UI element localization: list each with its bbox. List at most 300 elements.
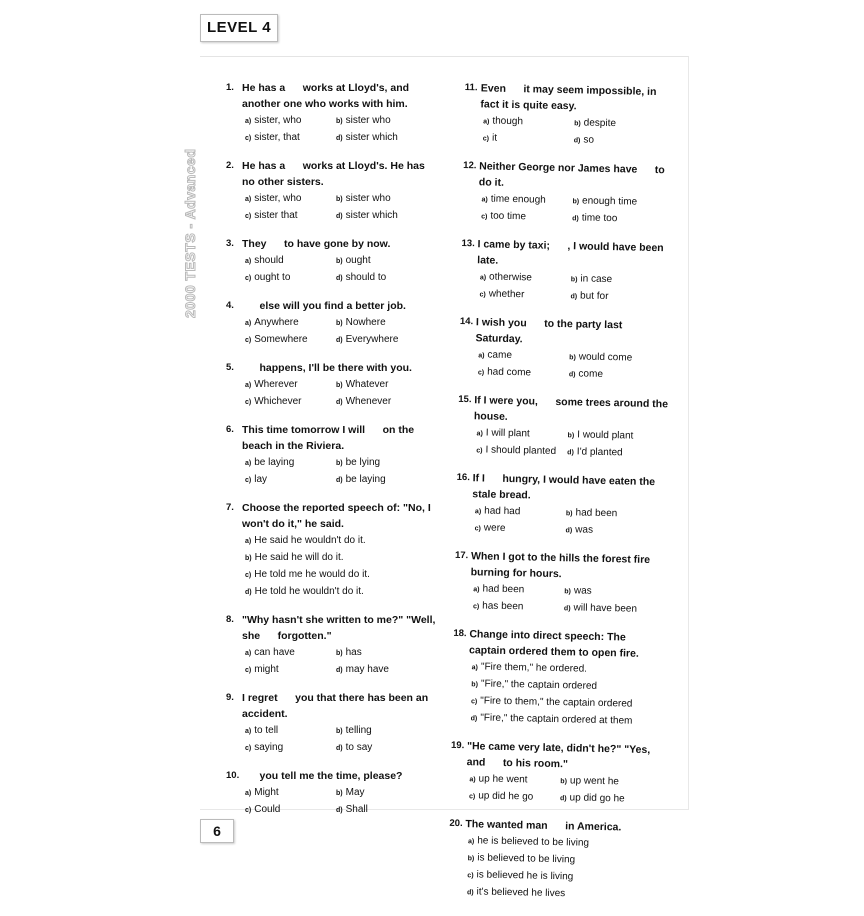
option-letter: b) (574, 120, 581, 128)
answer-option (245, 332, 336, 349)
option-letter: d) (336, 213, 343, 220)
option-text: Shall (345, 804, 368, 815)
question-item (464, 80, 677, 151)
option-text: I will plant (485, 427, 530, 440)
answer-option (336, 723, 438, 740)
question-stem (459, 314, 672, 350)
answer-option (336, 191, 438, 208)
question-stem (226, 768, 438, 784)
question-stem (226, 612, 438, 644)
question-item (226, 360, 438, 411)
option-text: ought to (254, 272, 291, 283)
option-text: was (575, 524, 594, 536)
question-stem (456, 470, 669, 506)
option-text: sister, that (254, 132, 300, 143)
option-text: was (573, 585, 592, 597)
answer-option (569, 366, 671, 385)
question-text: He has a works at Lloyd's. He has no other sisters. (242, 160, 428, 188)
question-stem (226, 422, 438, 454)
option-letter: c) (474, 525, 481, 533)
answer-option (245, 472, 336, 489)
option-text: had had (484, 505, 521, 518)
answer-option (336, 785, 438, 802)
option-text: be laying (345, 474, 386, 485)
question-item (226, 422, 438, 489)
option-text: to tell (254, 725, 279, 736)
option-text: lay (254, 474, 268, 485)
question-item (457, 392, 670, 463)
option-letter: b) (467, 855, 475, 863)
answer-option (336, 740, 438, 757)
answer-option (336, 645, 438, 662)
answer-option (336, 394, 438, 411)
answer-options (245, 785, 438, 819)
answer-options (470, 659, 664, 731)
option-letter: b) (245, 555, 252, 562)
option-text: might (254, 664, 279, 675)
option-letter: d) (466, 889, 474, 897)
option-text: were (483, 522, 506, 534)
answer-option (569, 349, 671, 368)
option-letter: a) (245, 382, 252, 389)
option-letter: a) (245, 196, 252, 203)
option-letter: b) (569, 354, 576, 362)
option-letter: a) (473, 586, 480, 594)
option-text: came (487, 349, 513, 362)
option-letter: a) (245, 650, 252, 657)
option-text: Could (254, 804, 281, 815)
option-letter: a) (476, 430, 483, 438)
option-letter: c) (479, 291, 486, 299)
option-letter: c) (245, 135, 252, 142)
option-letter: c) (481, 213, 488, 221)
answer-option (336, 377, 438, 394)
answer-option (245, 550, 438, 567)
question-text: happens, I'll be there with you. (242, 362, 412, 374)
option-letter: d) (568, 371, 576, 379)
question-item (226, 612, 438, 679)
answer-options (469, 771, 663, 809)
answer-option (574, 115, 676, 134)
option-letter: b) (564, 588, 571, 596)
question-stem (226, 236, 438, 252)
question-item (448, 816, 662, 905)
option-text: can have (254, 647, 295, 658)
answer-options (245, 533, 438, 601)
option-letter: d) (336, 745, 343, 752)
option-letter: c) (472, 603, 480, 611)
question-number: 1. (226, 82, 234, 93)
option-text: I'd planted (576, 446, 623, 459)
option-letter: a) (474, 508, 482, 516)
option-text: He told he wouldn't do it. (254, 586, 364, 597)
question-number: 11. (464, 81, 478, 94)
question-text: else will you find a better job. (242, 300, 406, 312)
option-text: in case (580, 273, 613, 286)
option-text: Might (254, 787, 279, 798)
question-item (226, 500, 438, 601)
option-letter: c) (467, 872, 474, 880)
question-number: 13. (461, 237, 475, 250)
option-letter: b) (336, 650, 343, 657)
option-text: Nowhere (345, 317, 386, 328)
question-item (226, 298, 438, 349)
answer-options (245, 113, 438, 147)
answer-option (245, 723, 336, 740)
answer-option (245, 208, 336, 225)
option-text: enough time (581, 195, 638, 208)
option-text: time too (581, 212, 618, 225)
option-letter: d) (336, 135, 343, 142)
question-stem (463, 158, 676, 194)
option-text: Somewhere (254, 334, 308, 345)
answer-option (572, 193, 674, 212)
answer-options (473, 581, 667, 619)
option-letter: a) (245, 320, 252, 327)
question-item (454, 548, 667, 619)
option-letter: a) (245, 728, 252, 735)
question-item (450, 738, 663, 809)
level-heading: LEVEL 4 (200, 14, 278, 42)
question-number: 16. (456, 471, 471, 484)
option-text: otherwise (488, 271, 533, 284)
option-text: is believed he is living (476, 869, 574, 883)
answer-option (336, 315, 438, 332)
option-letter: a) (483, 118, 490, 126)
question-number: 10. (226, 770, 240, 781)
option-letter: a) (467, 838, 475, 846)
option-text: sister, who (254, 115, 302, 126)
option-letter: c) (468, 793, 476, 801)
question-item (455, 470, 668, 541)
option-letter: b) (336, 118, 343, 125)
question-stem (458, 392, 671, 428)
answer-option (572, 210, 674, 229)
option-text: it (491, 132, 498, 144)
option-letter: b) (471, 681, 479, 689)
question-number: 14. (459, 315, 474, 328)
answer-option (476, 425, 567, 444)
option-text: He told me he would do it. (254, 569, 370, 580)
option-letter: d) (336, 399, 343, 406)
option-text: had been (575, 507, 618, 520)
option-letter: c) (245, 572, 252, 579)
option-letter: b) (336, 728, 343, 735)
answer-options (481, 191, 675, 229)
question-text: Even it may seem impossible, in fact it is quite easy. (480, 82, 660, 113)
question-stem (464, 80, 677, 116)
option-text: be laying (254, 457, 295, 468)
option-text: should (254, 255, 284, 266)
answer-option (336, 253, 438, 270)
question-item (451, 626, 665, 731)
answer-option (481, 208, 572, 227)
option-letter: d) (470, 715, 478, 723)
option-letter: c) (470, 698, 478, 706)
option-text: be lying (345, 457, 381, 468)
option-text: telling (345, 725, 372, 736)
left-question-column (226, 80, 438, 830)
option-text: so (583, 134, 595, 146)
answer-option (570, 288, 672, 307)
answer-option (245, 113, 336, 130)
answer-option (473, 598, 564, 617)
question-stem (226, 690, 438, 722)
option-text: "Fire," the captain ordered at them (480, 712, 633, 727)
answer-option (474, 520, 565, 539)
question-text: "He came very late, didn't he?" "Yes, and to his room." (466, 740, 654, 771)
option-text: he is believed to be living (477, 835, 590, 849)
question-stem (461, 236, 674, 272)
option-text: ought (345, 255, 371, 266)
question-number: 3. (226, 238, 234, 249)
question-number: 4. (226, 300, 234, 311)
answer-option (245, 377, 336, 394)
option-letter: d) (570, 293, 578, 301)
option-letter: c) (482, 135, 490, 143)
option-text: up he went (478, 773, 528, 786)
option-text: "Fire to them," the captain ordered (480, 695, 633, 710)
option-letter: a) (481, 196, 488, 204)
option-text: Anywhere (254, 317, 299, 328)
answer-option (481, 191, 572, 210)
question-number: 9. (226, 692, 234, 703)
answer-option (483, 113, 574, 132)
answer-option (336, 802, 438, 819)
answer-option (473, 581, 564, 600)
answer-option (245, 802, 336, 819)
question-text: Neither George nor James have to do it. (478, 160, 668, 189)
question-text: They to have gone by now. (242, 238, 391, 250)
question-text: If I were you, some trees around the house. (473, 394, 672, 423)
option-letter: b) (336, 460, 343, 467)
option-letter: d) (336, 275, 343, 282)
question-text: Change into direct speech: The captain ordered them to open fire. (468, 628, 639, 660)
question-number: 15. (458, 393, 472, 406)
question-stem (226, 298, 438, 314)
option-letter: c) (245, 745, 252, 752)
option-letter: b) (567, 432, 575, 440)
option-letter: d) (336, 667, 343, 674)
answer-options (483, 113, 677, 151)
option-letter: d) (572, 215, 579, 223)
answer-options (474, 503, 668, 541)
answer-option (245, 740, 336, 757)
answer-options (245, 253, 438, 287)
answer-option (564, 600, 666, 619)
answer-option (336, 208, 438, 225)
option-letter: c) (245, 399, 252, 406)
option-text: may have (345, 664, 389, 675)
option-letter: c) (476, 447, 483, 455)
answer-option (245, 785, 336, 802)
option-letter: c) (477, 369, 485, 377)
option-letter: b) (570, 276, 578, 284)
option-letter: a) (469, 776, 476, 784)
option-letter: d) (559, 795, 567, 803)
answer-option (245, 270, 336, 287)
question-number: 2. (226, 160, 234, 171)
answer-option (467, 884, 660, 905)
option-letter: c) (245, 275, 252, 282)
question-item (460, 236, 673, 307)
answer-option (336, 270, 438, 287)
answer-option (245, 567, 438, 584)
option-letter: c) (245, 337, 252, 344)
option-letter: b) (336, 382, 343, 389)
option-text: sister that (254, 210, 298, 221)
answer-option (560, 790, 662, 809)
option-letter: a) (471, 664, 478, 672)
option-text: He said he will do it. (254, 552, 344, 563)
answer-options (479, 269, 673, 307)
answer-option (245, 584, 438, 601)
answer-option (480, 269, 571, 288)
option-text: has (345, 647, 362, 658)
option-text: He said he wouldn't do it. (254, 535, 366, 546)
option-letter: a) (245, 460, 252, 467)
answer-option (245, 533, 438, 550)
question-item (462, 158, 675, 229)
answer-option (336, 662, 438, 679)
answer-options (245, 723, 438, 757)
right-question-column (448, 80, 677, 916)
answer-option (470, 710, 663, 731)
question-text: When I got to the hills the forest fire burning for hours. (470, 550, 668, 581)
answer-option (479, 286, 570, 305)
option-letter: b) (572, 198, 580, 206)
answer-option (245, 191, 336, 208)
answer-options (467, 833, 661, 905)
answer-option (564, 583, 666, 602)
option-letter: c) (245, 667, 252, 674)
answer-option (336, 472, 438, 489)
answer-option (483, 130, 574, 149)
answer-options (476, 425, 670, 463)
question-item (226, 768, 438, 819)
question-text: He has a works at Lloyd's, and another one who works with him. (242, 82, 412, 110)
option-text: had come (487, 366, 532, 379)
option-text: to say (345, 742, 373, 753)
option-text: whether (488, 288, 525, 301)
question-item (459, 314, 672, 385)
answer-option (469, 788, 560, 807)
option-letter: a) (245, 538, 252, 545)
answer-option (245, 130, 336, 147)
question-number: 17. (454, 549, 469, 562)
question-item (226, 80, 438, 147)
answer-option (566, 505, 668, 524)
option-text: is believed to be living (477, 852, 576, 866)
option-text: up went he (569, 775, 619, 788)
option-letter: d) (245, 589, 252, 596)
question-text: you tell me the time, please? (242, 770, 403, 782)
option-text: it's believed he lives (476, 886, 566, 900)
answer-options (245, 645, 438, 679)
option-letter: b) (560, 778, 568, 786)
question-text: I came by taxi; , I would have been late. (477, 238, 667, 267)
answer-option (336, 130, 438, 147)
option-text: "Fire," the captain ordered (480, 678, 598, 692)
answer-option (574, 132, 676, 151)
question-text: This time tomorrow I will on the beach in the Riviera. (242, 424, 418, 452)
option-text: would come (578, 351, 633, 364)
answer-option (245, 253, 336, 270)
answer-option (245, 455, 336, 472)
answer-option (245, 645, 336, 662)
answer-option (567, 444, 669, 463)
option-text: though (492, 115, 524, 128)
question-text: I wish you to the party last Saturday. (475, 316, 626, 346)
question-item (226, 690, 438, 757)
option-text: I should planted (485, 444, 557, 457)
option-text: sister, who (254, 193, 302, 204)
question-stem (226, 500, 438, 532)
answer-options (245, 377, 438, 411)
question-number: 20. (449, 817, 463, 830)
question-number: 8. (226, 614, 234, 625)
option-text: has been (482, 600, 524, 613)
option-letter: a) (479, 274, 487, 282)
option-letter: d) (336, 477, 343, 484)
answer-option (336, 455, 438, 472)
option-letter: a) (245, 258, 252, 265)
option-text: will have been (573, 602, 638, 615)
question-number: 5. (226, 362, 234, 373)
question-stem (226, 360, 438, 376)
answer-options (245, 455, 438, 489)
answer-option (567, 427, 669, 446)
option-text: too time (490, 210, 527, 223)
question-stem (451, 738, 664, 774)
question-number: 7. (226, 502, 234, 513)
answer-option (245, 662, 336, 679)
answer-option (475, 503, 566, 522)
option-text: Whichever (254, 396, 302, 407)
answer-option (478, 364, 569, 383)
option-text: up did he go (478, 790, 534, 803)
question-text: Choose the reported speech of: "No, I won't do it," he said. (242, 502, 434, 530)
option-letter: d) (563, 605, 571, 613)
option-letter: d) (336, 807, 343, 814)
answer-option (571, 271, 673, 290)
answer-options (245, 191, 438, 225)
option-text: sister who (345, 115, 391, 126)
option-text: had been (482, 583, 525, 596)
answer-option (336, 332, 438, 349)
question-item (226, 236, 438, 287)
question-text: I regret you that there has been an accident. (242, 692, 432, 720)
option-letter: b) (336, 320, 343, 327)
option-text: Whenever (345, 396, 392, 407)
question-number: 18. (453, 627, 467, 640)
option-letter: c) (245, 807, 252, 814)
option-letter: b) (336, 790, 343, 797)
option-letter: b) (565, 510, 573, 518)
option-letter: d) (573, 137, 581, 145)
option-letter: d) (336, 337, 343, 344)
option-text: but for (579, 290, 609, 303)
answer-options (478, 347, 672, 385)
option-text: time enough (490, 193, 546, 206)
answer-option (245, 315, 336, 332)
option-letter: d) (565, 527, 573, 535)
option-text: up did go he (569, 792, 625, 805)
option-letter: a) (245, 790, 252, 797)
question-text: If I hungry, I would have eaten the stale bread. (472, 472, 659, 502)
answer-option (469, 771, 560, 790)
option-letter: a) (245, 118, 252, 125)
